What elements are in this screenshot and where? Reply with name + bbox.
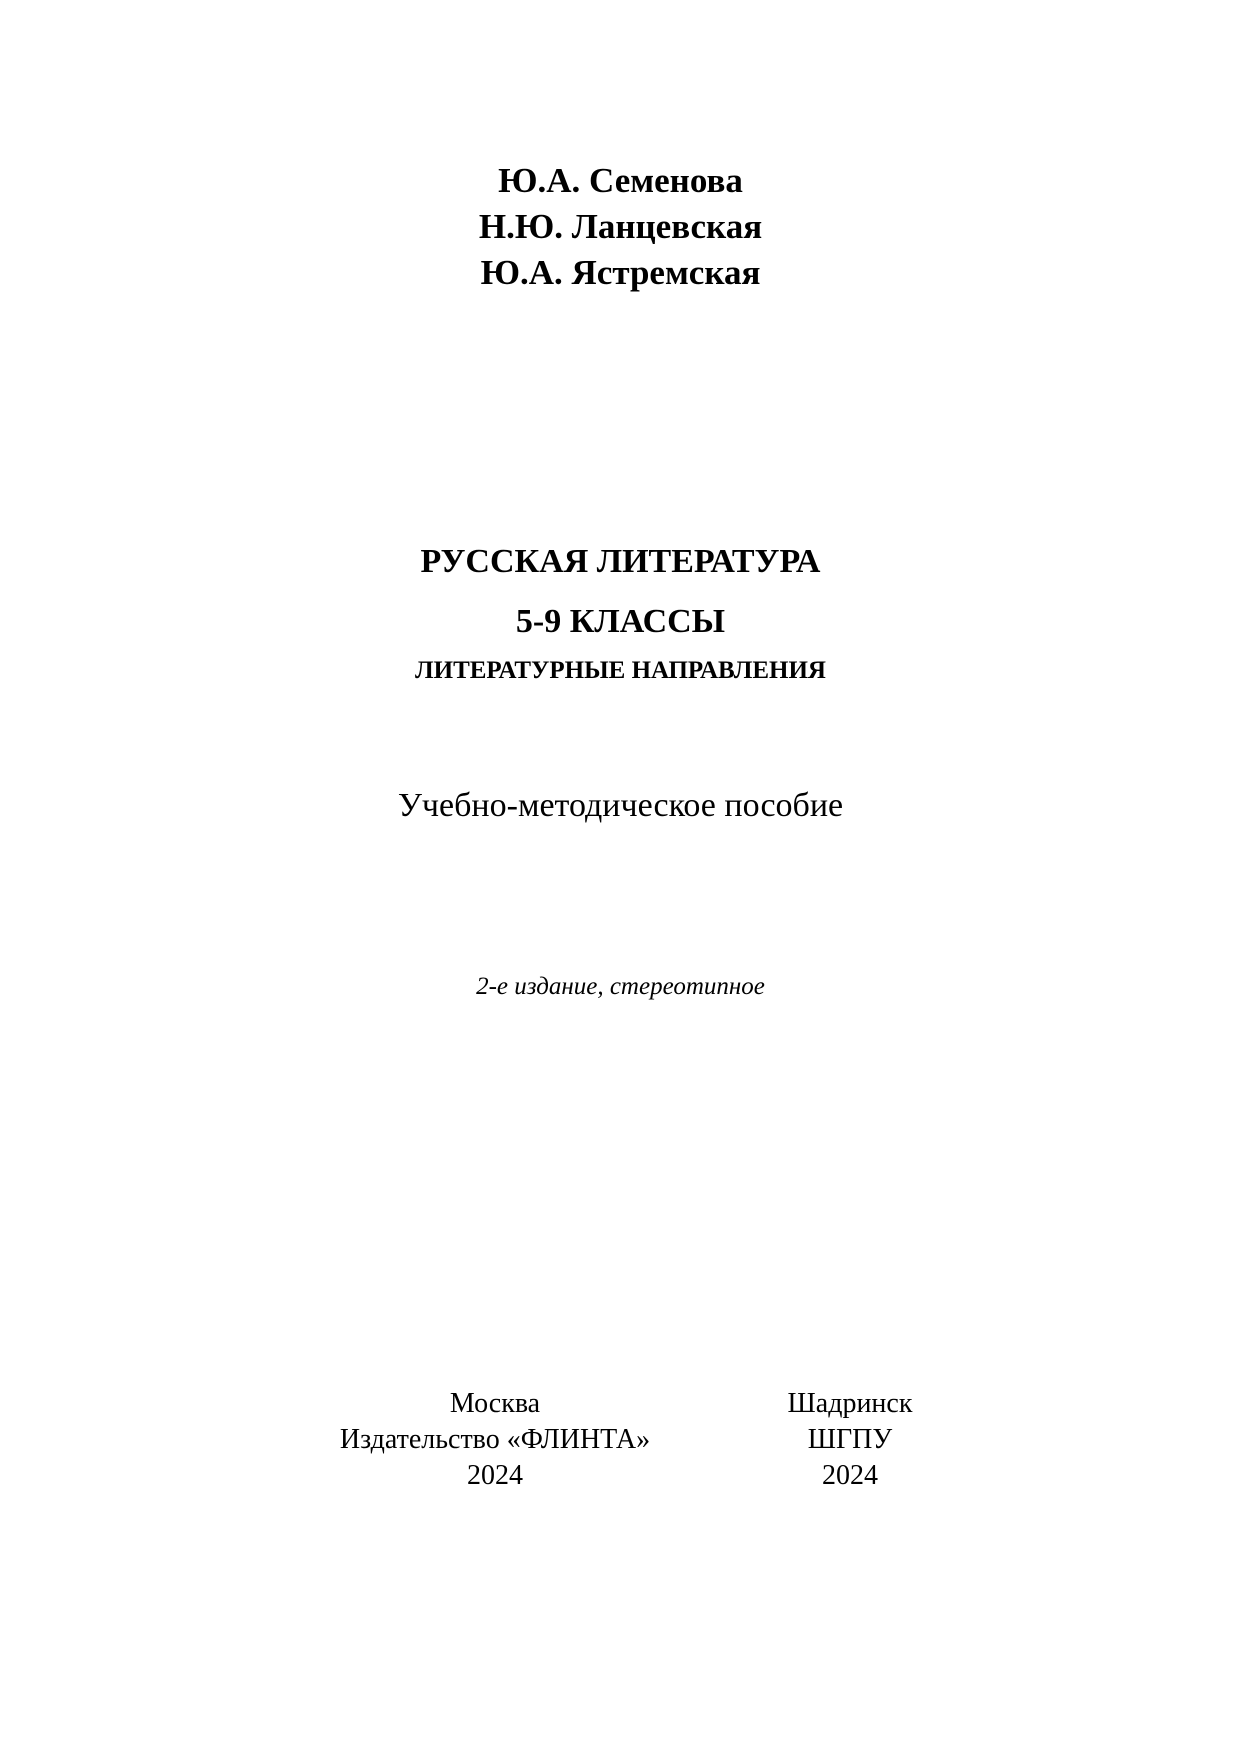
- book-title: РУССКАЯ ЛИТЕРАТУРА: [420, 543, 821, 580]
- book-title-block: [0, 540, 1241, 688]
- edition-note: 2-е издание, стереотипное: [476, 973, 765, 1000]
- book-grades: 5-9 КЛАССЫ: [515, 603, 726, 640]
- document-type: Учебно-методическое пособие: [397, 787, 844, 824]
- imprint-city: Шадринск: [787, 1388, 913, 1419]
- imprint-year: 2024: [467, 1460, 523, 1491]
- book-subtitle: ЛИТЕРАТУРНЫЕ НАПРАВЛЕНИЯ: [415, 657, 826, 684]
- author-name: Ю.А. Ястремская: [480, 253, 761, 292]
- author-name: Н.Ю. Ланцевская: [478, 207, 763, 246]
- imprint-publisher: ШГПУ: [807, 1424, 893, 1455]
- author-name: Ю.А. Семенова: [498, 161, 743, 200]
- imprint-city: Москва: [449, 1388, 541, 1419]
- imprint-publisher: Издательство «ФЛИНТА»: [339, 1424, 651, 1455]
- imprint-year: 2024: [822, 1460, 878, 1491]
- imprint-right: [740, 1386, 960, 1494]
- authors-block: [0, 158, 1241, 296]
- imprint-left: [315, 1386, 675, 1494]
